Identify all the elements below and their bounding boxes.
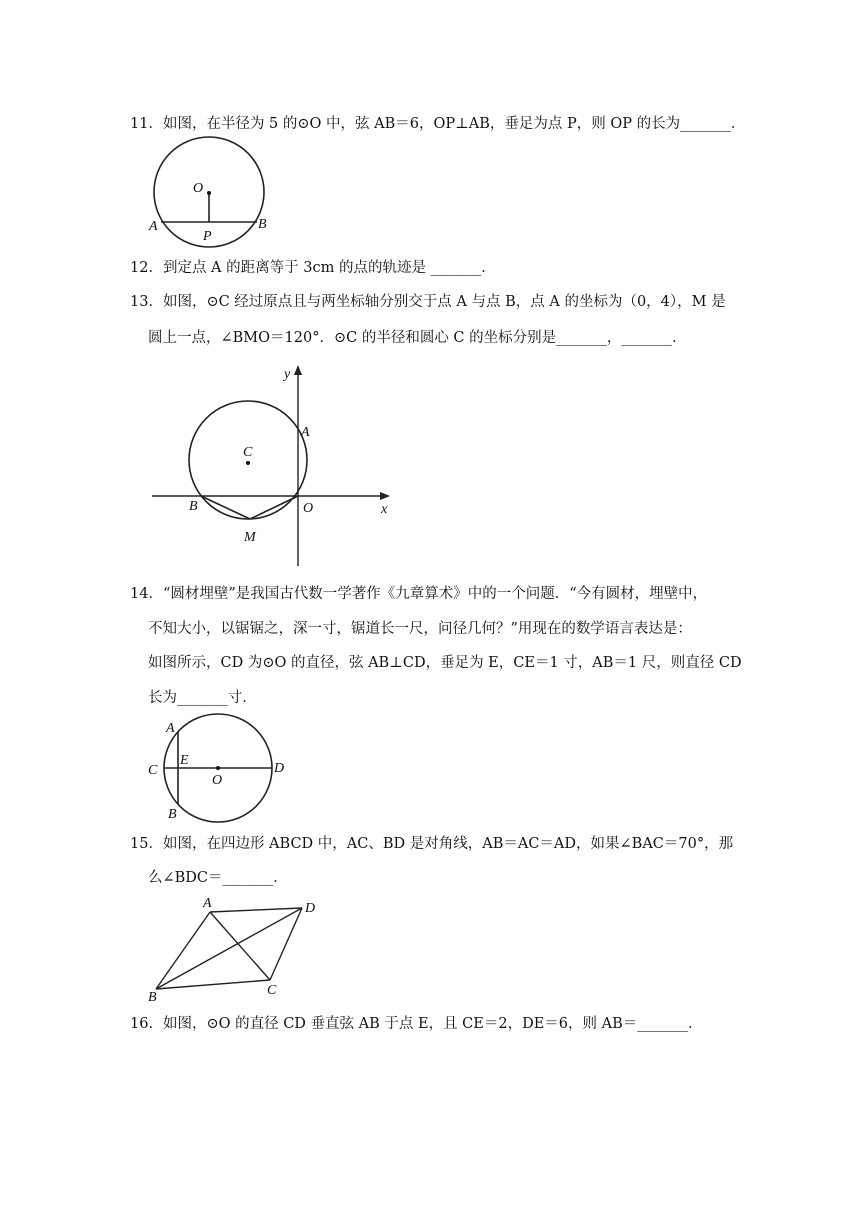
- q14-text-line2: 不知大小，以锯锯之，深一寸，锯道长一尺，问径几何？”用现在的数学语言表达是：: [148, 621, 692, 637]
- q11-label-p: P: [203, 229, 212, 244]
- q15-text-line2: 么∠BDC＝_______．: [148, 870, 288, 886]
- q14-text-line1: 14．“圆材埋壁”是我国古代数一学著作《九章算术》中的一个问题．“今有圆材，埋壁中，: [130, 586, 708, 602]
- q11-label-o: O: [193, 181, 204, 196]
- q13-segment-bm: [201, 496, 250, 519]
- q13-text-line2: 圆上一点，∠BMO＝120°．⊙C 的半径和圆心 C 的坐标分别是_______，_______．: [148, 330, 687, 346]
- q13-label-a: A: [301, 425, 310, 440]
- q14-label-d: D: [274, 761, 285, 776]
- q11-text: 11．如图，在半径为 5 的⊙O 中，弦 AB＝6，OP⊥AB，垂足为点 P，则 OP 的长为_______．: [130, 116, 746, 132]
- q11-label-b: B: [258, 217, 267, 232]
- q13-y-arrow: [294, 365, 302, 375]
- q13-figure: [148, 360, 396, 568]
- q11-figure: [145, 136, 280, 248]
- q14-label-o: O: [212, 773, 223, 788]
- q13-circle: [189, 401, 307, 519]
- q14-label-e: E: [180, 753, 189, 768]
- q13-label-x: x: [381, 502, 388, 517]
- q13-label-c: C: [243, 445, 253, 460]
- q15-label-d: D: [305, 901, 316, 916]
- q14-text-line4: 长为_______寸．: [148, 690, 257, 706]
- q15-segment-cd: [270, 908, 302, 980]
- q15-segment-bc: [156, 980, 270, 989]
- q11-point-o: [207, 191, 211, 195]
- q13-point-c: [246, 461, 250, 465]
- q14-label-a: A: [166, 721, 175, 736]
- q11-label-a: A: [149, 219, 158, 234]
- q14-label-b: B: [168, 807, 177, 822]
- q14-text-line3: 如图所示，CD 为⊙O 的直径，弦 AB⊥CD，垂足为 E，CE＝1 寸，AB＝1 尺，则直径 CD: [148, 655, 742, 671]
- q13-segment-mo: [250, 496, 298, 519]
- q15-label-c: C: [267, 983, 277, 998]
- q15-figure: [146, 894, 322, 1004]
- q13-label-m: M: [244, 530, 256, 545]
- q13-x-arrow: [380, 492, 390, 500]
- q15-text-line1: 15．如图，在四边形 ABCD 中，AC、BD 是对角线，AB＝AC＝AD，如果∠BAC＝70°，那: [130, 836, 734, 852]
- q13-label-y: y: [284, 367, 291, 382]
- q15-segment-ad: [210, 908, 302, 912]
- q14-figure: [144, 712, 294, 824]
- q15-segment-bd: [156, 908, 302, 989]
- q13-text-line1: 13．如图，⊙C 经过原点且与两坐标轴分别交于点 A 与点 B，点 A 的坐标为（0，4），M 是: [130, 294, 726, 310]
- q14-label-c: C: [148, 763, 158, 778]
- q15-segment-ac: [210, 912, 270, 980]
- q14-point-o: [216, 766, 220, 770]
- q12-text: 12．到定点 A 的距离等于 3cm 的点的轨迹是 _______．: [130, 260, 496, 276]
- q16-text: 16．如图，⊙O 的直径 CD 垂直弦 AB 于点 E，且 CE＝2，DE＝6，则 AB＝_______．: [130, 1016, 703, 1032]
- q15-label-a: A: [203, 896, 212, 911]
- q15-label-b: B: [148, 990, 157, 1004]
- q15-segment-ab: [156, 912, 210, 989]
- q13-label-o: O: [303, 501, 314, 516]
- q13-label-b: B: [189, 499, 198, 514]
